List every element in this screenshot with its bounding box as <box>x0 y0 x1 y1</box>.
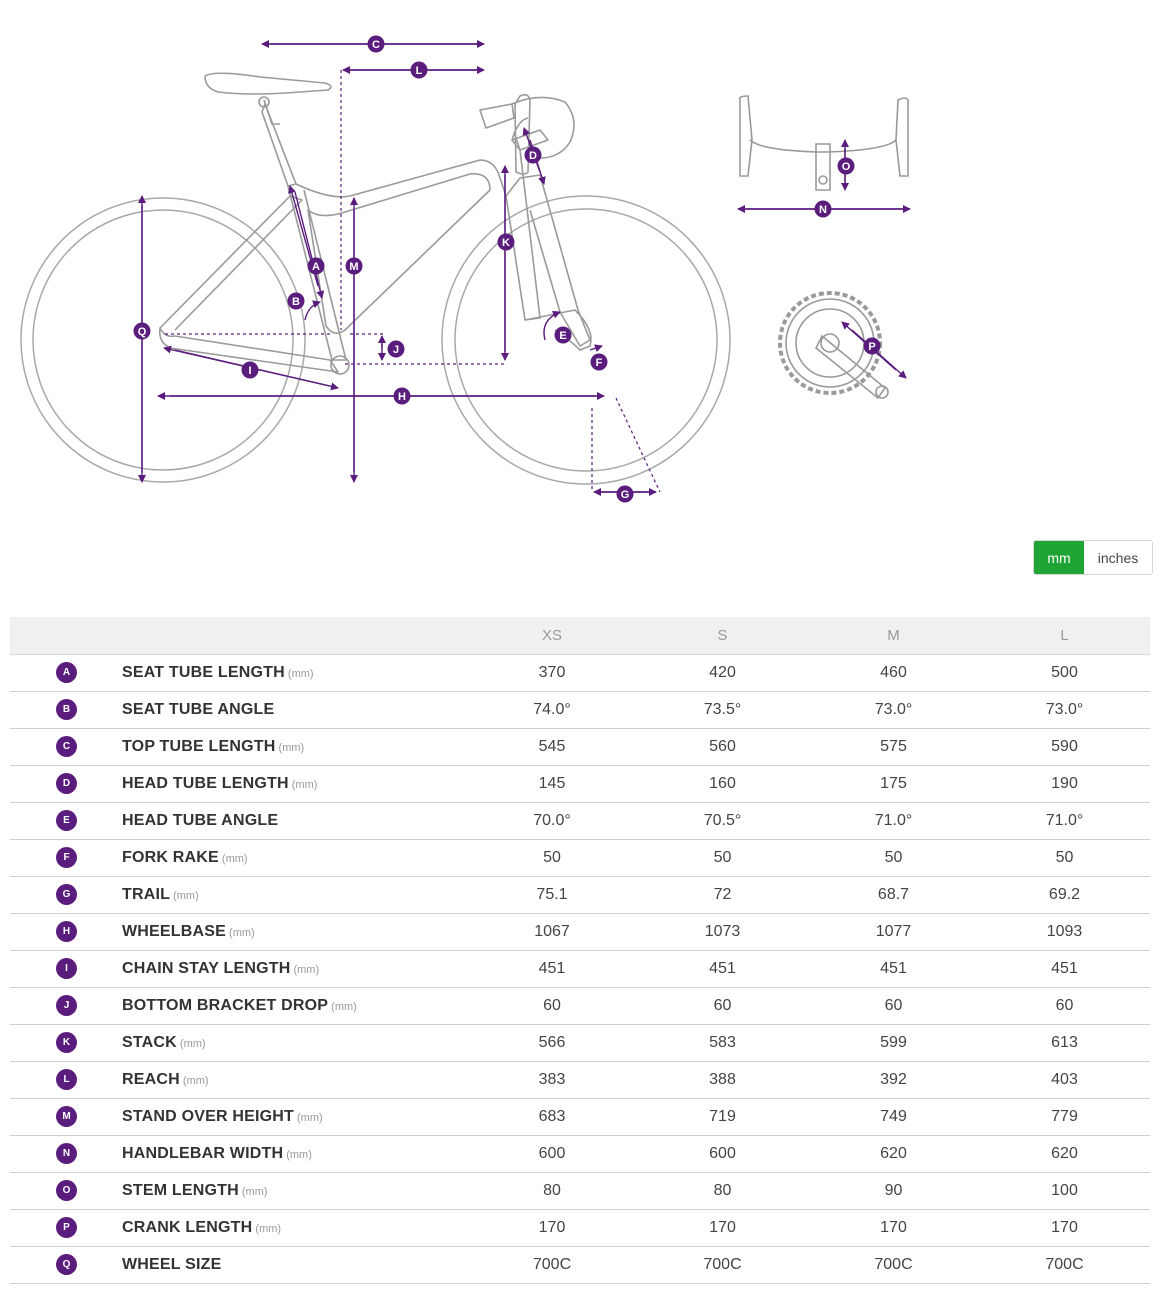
diagram-label-text: H <box>398 391 406 403</box>
front-wheel <box>442 196 730 484</box>
table-row <box>10 1209 1150 1246</box>
measure-value: 73.5° <box>637 691 808 728</box>
measure-unit: (mm) <box>286 1148 312 1161</box>
measure-value: 72 <box>637 876 808 913</box>
measure-badge: F <box>56 847 77 868</box>
measure-value: 145 <box>467 765 637 802</box>
diagram-label-o <box>838 158 855 175</box>
diagram-label-text: M <box>349 261 359 273</box>
measure-value: 71.0° <box>808 802 979 839</box>
table-row <box>10 950 1150 987</box>
diagram-label-a <box>308 258 325 275</box>
measure-value: 80 <box>637 1172 808 1209</box>
measure-name-cell <box>122 1098 467 1135</box>
diagram-label-text: L <box>415 65 423 77</box>
measure-value: 583 <box>637 1024 808 1061</box>
diagram-label-text: N <box>819 204 827 216</box>
measure-name: HANDLEBAR WIDTH <box>122 1144 284 1162</box>
measure-value: 620 <box>808 1135 979 1172</box>
badge-cell <box>10 1209 122 1246</box>
measure-badge: E <box>56 810 77 831</box>
bike-geometry-diagram <box>0 0 1161 530</box>
measure-unit: (mm) <box>173 889 199 902</box>
measure-value: 50 <box>979 839 1150 876</box>
measure-value: 190 <box>979 765 1150 802</box>
diagram-label-p <box>864 338 881 355</box>
measure-value: 60 <box>467 987 637 1024</box>
diagram-label-j <box>388 341 405 358</box>
diagram-label-k <box>498 234 515 251</box>
measure-value: 1073 <box>637 913 808 950</box>
measure-badge: G <box>56 884 77 905</box>
table-row <box>10 913 1150 950</box>
badge-cell <box>10 802 122 839</box>
measure-name: TRAIL <box>122 885 171 903</box>
measure-name: STACK <box>122 1033 177 1051</box>
measure-name: SEAT TUBE ANGLE <box>122 700 275 718</box>
measure-name-cell <box>122 987 467 1024</box>
table-row <box>10 728 1150 765</box>
table-row <box>10 765 1150 802</box>
measure-badge: N <box>56 1143 77 1164</box>
diagram-label-text: I <box>248 365 252 377</box>
diagram-label-text: E <box>559 330 567 342</box>
measure-value: 719 <box>637 1098 808 1135</box>
measure-name: CRANK LENGTH <box>122 1218 253 1236</box>
diagram-label-c <box>368 36 385 53</box>
measure-value: 700C <box>979 1246 1150 1283</box>
diagram-label-b <box>288 293 305 310</box>
badge-cell <box>10 1135 122 1172</box>
measure-value: 170 <box>637 1209 808 1246</box>
badge-cell <box>10 1098 122 1135</box>
badge-cell <box>10 950 122 987</box>
measure-name: STAND OVER HEIGHT <box>122 1107 295 1125</box>
measure-value: 590 <box>979 728 1150 765</box>
measure-value: 451 <box>467 950 637 987</box>
measure-value: 451 <box>637 950 808 987</box>
measure-value: 90 <box>808 1172 979 1209</box>
diagram-label-text: D <box>529 150 537 162</box>
measure-badge: M <box>56 1106 77 1127</box>
measure-name-cell <box>122 913 467 950</box>
table-row <box>10 1098 1150 1135</box>
measure-value: 749 <box>808 1098 979 1135</box>
measure-value: 600 <box>467 1135 637 1172</box>
measure-value: 779 <box>979 1098 1150 1135</box>
diagram-label-l <box>411 62 428 79</box>
diagram-label-f <box>591 354 608 371</box>
measure-name-cell <box>122 802 467 839</box>
measure-unit: (mm) <box>182 1074 209 1087</box>
measure-value: 170 <box>467 1209 637 1246</box>
measure-name: BOTTOM BRACKET DROP <box>122 996 329 1014</box>
measure-value: 1077 <box>808 913 979 950</box>
measure-value: 1093 <box>979 913 1150 950</box>
measure-badge: I <box>56 958 77 979</box>
measure-badge: L <box>56 1069 77 1090</box>
measure-value: 1067 <box>467 913 637 950</box>
measure-value: 70.0° <box>467 802 637 839</box>
badge-cell <box>10 1061 122 1098</box>
measure-value: 160 <box>637 765 808 802</box>
measure-value: 69.2 <box>979 876 1150 913</box>
badge-cell <box>10 839 122 876</box>
measure-value: 451 <box>979 950 1150 987</box>
badge-cell <box>10 876 122 913</box>
diagram-label-text: K <box>502 237 510 249</box>
badge-cell <box>10 654 122 691</box>
measure-name: TOP TUBE LENGTH <box>122 737 276 755</box>
measure-name-cell <box>122 654 467 691</box>
table-row <box>10 1172 1150 1209</box>
measure-name: WHEEL SIZE <box>122 1255 222 1273</box>
diagram-label-text: Q <box>137 326 147 338</box>
diagram-label-g <box>617 486 634 503</box>
measure-value: 370 <box>467 654 637 691</box>
table-row <box>10 1246 1150 1283</box>
table-row <box>10 876 1150 913</box>
measure-value: 560 <box>637 728 808 765</box>
measure-badge: C <box>56 736 77 757</box>
measure-name-cell <box>122 1209 467 1246</box>
measure-value: 599 <box>808 1024 979 1061</box>
diagram-label-text: A <box>312 261 320 273</box>
measure-value: 71.0° <box>979 802 1150 839</box>
badge-cell <box>10 765 122 802</box>
diagram-label-text: J <box>392 344 400 356</box>
measure-name-cell <box>122 1061 467 1098</box>
table-row <box>10 691 1150 728</box>
badge-cell <box>10 1024 122 1061</box>
diagram-label-text: G <box>620 489 630 501</box>
measure-value: 700C <box>467 1246 637 1283</box>
unit-mm-button[interactable]: mm <box>1034 541 1084 574</box>
measure-badge: J <box>56 995 77 1016</box>
diagram-label-d <box>525 147 542 164</box>
measure-name-cell <box>122 876 467 913</box>
measure-badge: K <box>56 1032 77 1053</box>
measure-value: 170 <box>808 1209 979 1246</box>
unit-inches-button[interactable]: inches <box>1084 541 1152 574</box>
measure-value: 500 <box>979 654 1150 691</box>
measure-name: HEAD TUBE ANGLE <box>122 811 279 829</box>
measure-name: WHEELBASE <box>122 922 227 940</box>
measure-name: REACH <box>122 1070 180 1088</box>
diagram-label-e <box>555 327 572 344</box>
size-header: M <box>808 617 979 654</box>
diagram-label-text: F <box>595 357 603 369</box>
badge-cell <box>10 691 122 728</box>
badge-cell <box>10 1246 122 1283</box>
diagram-label-text: O <box>841 161 851 173</box>
diagram-label-text: P <box>868 341 876 353</box>
measure-value: 73.0° <box>979 691 1150 728</box>
table-row <box>10 1024 1150 1061</box>
size-header: L <box>979 617 1150 654</box>
measure-value: 683 <box>467 1098 637 1135</box>
measure-name-cell <box>122 1172 467 1209</box>
measure-value: 392 <box>808 1061 979 1098</box>
measure-value: 545 <box>467 728 637 765</box>
measure-name: CHAIN STAY LENGTH <box>122 959 291 977</box>
measure-unit: (mm) <box>287 667 314 680</box>
measure-unit: (mm) <box>331 1000 357 1013</box>
size-header: XS <box>467 617 637 654</box>
measure-value: 73.0° <box>808 691 979 728</box>
measure-value: 50 <box>467 839 637 876</box>
measure-value: 383 <box>467 1061 637 1098</box>
unit-toggle <box>1033 540 1153 575</box>
measure-name-cell <box>122 950 467 987</box>
geometry-table <box>10 617 1150 1284</box>
measure-name-cell <box>122 691 467 728</box>
measure-name-cell <box>122 1246 467 1283</box>
measure-unit: (mm) <box>291 778 318 791</box>
table-row <box>10 654 1150 691</box>
measure-unit: (mm) <box>241 1185 268 1198</box>
measure-value: 600 <box>637 1135 808 1172</box>
measure-badge: A <box>56 662 77 683</box>
measure-value: 575 <box>808 728 979 765</box>
measure-value: 700C <box>808 1246 979 1283</box>
measure-badge: B <box>56 699 77 720</box>
measure-value: 80 <box>467 1172 637 1209</box>
badge-cell <box>10 1172 122 1209</box>
measure-badge: O <box>56 1180 77 1201</box>
measure-value: 403 <box>979 1061 1150 1098</box>
measure-name-cell <box>122 1024 467 1061</box>
diagram-label-n <box>815 201 832 218</box>
diagram-label-m <box>346 258 363 275</box>
measure-value: 100 <box>979 1172 1150 1209</box>
measure-badge: D <box>56 773 77 794</box>
measure-badge: Q <box>56 1254 77 1275</box>
table-row <box>10 839 1150 876</box>
badge-cell <box>10 987 122 1024</box>
measure-name: HEAD TUBE LENGTH <box>122 774 289 792</box>
table-header-row <box>10 617 1150 654</box>
measure-value: 68.7 <box>808 876 979 913</box>
handlebar-top-view <box>740 96 908 190</box>
measure-value: 74.0° <box>467 691 637 728</box>
measure-value: 60 <box>808 987 979 1024</box>
measure-name-cell <box>122 839 467 876</box>
measure-value: 60 <box>979 987 1150 1024</box>
measure-value: 451 <box>808 950 979 987</box>
measure-value: 75.1 <box>467 876 637 913</box>
measure-value: 460 <box>808 654 979 691</box>
measure-value: 60 <box>637 987 808 1024</box>
measure-name-cell <box>122 765 467 802</box>
measure-value: 420 <box>637 654 808 691</box>
measure-value: 700C <box>637 1246 808 1283</box>
measure-value: 50 <box>637 839 808 876</box>
measure-value: 388 <box>637 1061 808 1098</box>
header-badge-cell <box>10 617 122 654</box>
measure-unit: (mm) <box>221 852 248 865</box>
measure-name: STEM LENGTH <box>122 1181 239 1199</box>
measure-value: 170 <box>979 1209 1150 1246</box>
table-row <box>10 1061 1150 1098</box>
diagram-label-text: B <box>292 296 300 308</box>
measure-badge: H <box>56 921 77 942</box>
measure-value: 175 <box>808 765 979 802</box>
measure-value: 566 <box>467 1024 637 1061</box>
measure-value: 50 <box>808 839 979 876</box>
measure-name-cell <box>122 1135 467 1172</box>
badge-cell <box>10 728 122 765</box>
table-row <box>10 802 1150 839</box>
measure-value: 620 <box>979 1135 1150 1172</box>
measure-name-cell <box>122 728 467 765</box>
badge-cell <box>10 913 122 950</box>
measure-unit: (mm) <box>293 963 320 976</box>
diagram-label-i <box>242 362 259 379</box>
measure-unit: (mm) <box>255 1222 282 1235</box>
measure-unit: (mm) <box>179 1037 206 1050</box>
table-row <box>10 987 1150 1024</box>
diagram-label-h <box>394 388 411 405</box>
header-name-cell <box>122 617 467 654</box>
diagram-label-q <box>134 323 151 340</box>
measure-value: 70.5° <box>637 802 808 839</box>
measure-unit: (mm) <box>278 741 305 754</box>
size-header: S <box>637 617 808 654</box>
table-row <box>10 1135 1150 1172</box>
measure-badge: P <box>56 1217 77 1238</box>
measure-unit: (mm) <box>229 926 255 939</box>
measure-name: SEAT TUBE LENGTH <box>122 663 285 681</box>
measure-name: FORK RAKE <box>122 848 219 866</box>
diagram-label-text: C <box>372 39 380 51</box>
measure-unit: (mm) <box>297 1111 323 1124</box>
measure-value: 613 <box>979 1024 1150 1061</box>
